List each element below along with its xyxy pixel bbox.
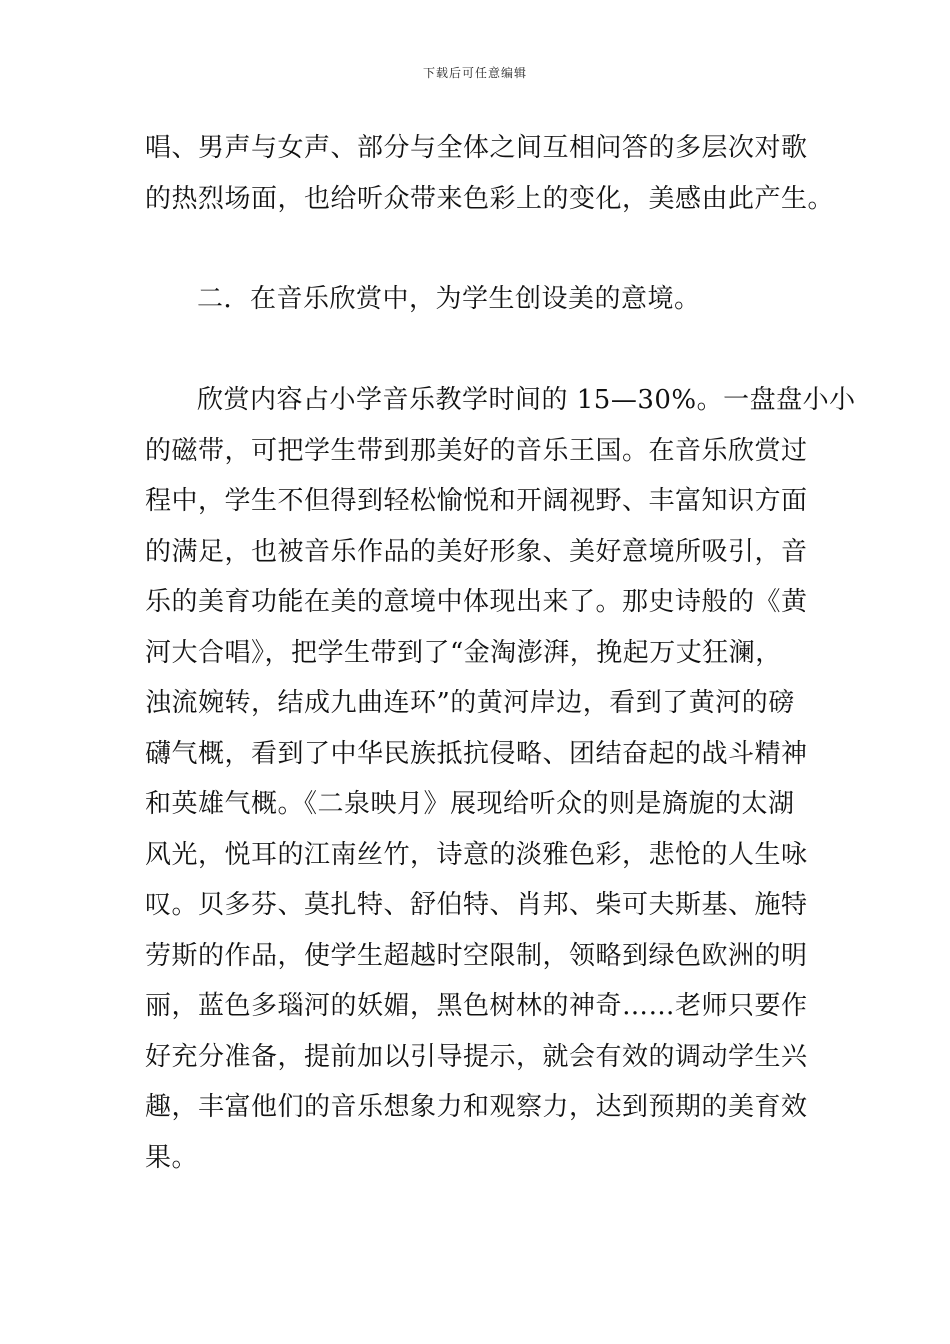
paragraph-2-line: 劳斯的作品，使学生超越时空限制，领略到绿色欧洲的明 [145,941,808,971]
paragraph-1-line: 的热烈场面，也给听众带来色彩上的变化，美感由此产生。 [145,184,835,214]
paragraph-2-line: 丽，蓝色多瑙河的妖媚，黑色树林的神奇……老师只要作 [145,991,808,1021]
paragraph-2-line: 果。 [145,1143,199,1173]
paragraph-2-line: 程中，学生不但得到轻松愉悦和开阔视野、丰富知识方面 [145,486,808,516]
paragraph-1-line: 唱、男声与女声、部分与全体之间互相问答的多层次对歌 [145,133,808,163]
paragraph-2-line: 的磁带，可把学生带到那美好的音乐王国。在音乐欣赏过 [145,436,808,466]
paragraph-2-line: 风光，悦耳的江南丝竹，诗意的淡雅色彩，悲怆的人生咏 [145,840,808,870]
header-note: 下载后可任意编辑 [422,66,527,80]
paragraph-2-line: 趣，丰富他们的音乐想象力和观察力，达到预期的美育效 [145,1092,808,1122]
paragraph-2-line: 和英雄气概。《二泉映月》展现给听众的则是旖旎的太湖 [145,789,795,819]
paragraph-2-line: 的满足，也被音乐作品的美好形象、美好意境所吸引，音 [145,537,808,567]
paragraph-2-line: 欣赏内容占小学音乐教学时间的 15—30%。一盘盘小小 [197,385,856,415]
paragraph-2-line: 礴气概，看到了中华民族抵抗侵略、团结奋起的战斗精神 [145,739,808,769]
paragraph-2-line: 浊流婉转，结成九曲连环”的黄河岸边，看到了黄河的磅 [145,688,795,718]
section-heading: 二．在音乐欣赏中，为学生创设美的意境。 [197,284,701,314]
paragraph-2-line: 好充分准备，提前加以引导提示，就会有效的调动学生兴 [145,1042,808,1072]
paragraph-2-line: 乐的美育功能在美的意境中体现出来了。那史诗般的《黄 [145,587,808,617]
paragraph-2-line: 叹。贝多芬、莫扎特、舒伯特、肖邦、柴可夫斯基、施特 [145,890,808,920]
paragraph-2-line: 河大合唱》，把学生带到了“金淘澎湃，挽起万丈狂澜， [145,638,782,668]
